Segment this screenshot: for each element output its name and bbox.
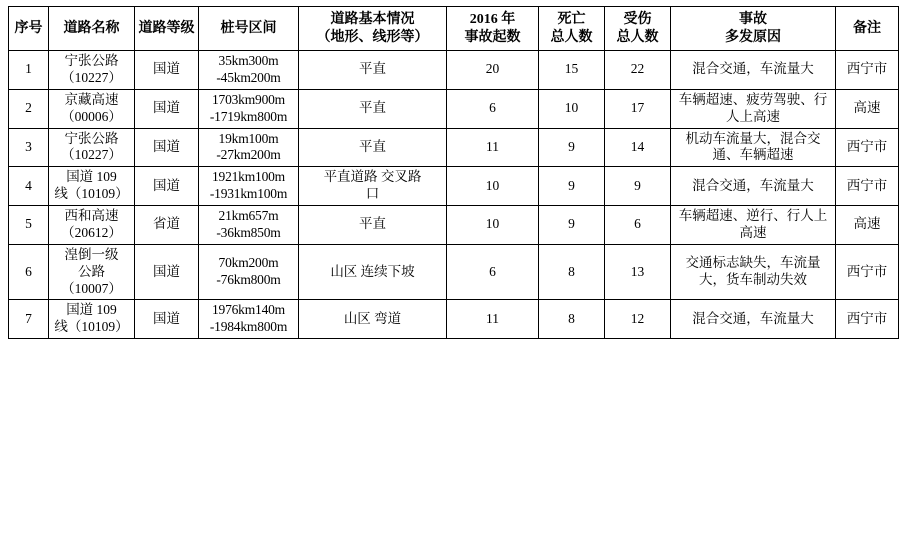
table-row: [9, 206, 899, 245]
cell-seq: 2: [9, 89, 49, 128]
cell-remark: 西宁市: [836, 244, 899, 300]
cell-seq: 3: [9, 128, 49, 167]
cell-remark: 西宁市: [836, 51, 899, 90]
accident-blackspot-table: [8, 6, 899, 339]
cell-deaths: 9: [539, 128, 605, 167]
cell-line: 京藏高速: [64, 91, 119, 107]
cell-line: （00006）: [61, 108, 122, 124]
cell-road-class: 国道: [135, 300, 199, 339]
cell-deaths: 9: [539, 206, 605, 245]
cell-line: 线（10109）: [54, 186, 129, 202]
cell-line: 通、车辆超速: [712, 147, 794, 163]
cell-line: 平直: [359, 216, 386, 232]
cell-road-condition: [299, 128, 447, 167]
cell-road-class: 国道: [135, 244, 199, 300]
cell-causes: [671, 206, 836, 245]
cell-causes: [671, 89, 836, 128]
cell-line: 1703km900m: [211, 91, 285, 107]
column-header-injuries: [605, 7, 671, 51]
cell-road-condition: [299, 167, 447, 206]
cell-line: 平直: [359, 100, 386, 116]
cell-line: 国道 109: [66, 169, 117, 185]
cell-deaths: 8: [539, 300, 605, 339]
table-row: [9, 51, 899, 90]
cell-road-name: [49, 128, 135, 167]
cell-remark: 高速: [836, 206, 899, 245]
header-line: 桩号区间: [220, 20, 277, 36]
cell-line: （20612）: [61, 224, 122, 240]
column-header-road-condition: [299, 7, 447, 51]
cell-line: -36km850m: [216, 224, 281, 240]
cell-line: 口: [365, 186, 380, 202]
cell-injuries: 14: [605, 128, 671, 167]
cell-road-class: 国道: [135, 51, 199, 90]
column-header-accidents-2016: [447, 7, 539, 51]
table-row: [9, 89, 899, 128]
cell-deaths: 15: [539, 51, 605, 90]
cell-line: -27km200m: [216, 147, 281, 163]
cell-line: 车辆超速、逆行、行人上: [678, 208, 828, 223]
cell-stake-range: [199, 128, 299, 167]
column-header-road-class: [135, 7, 199, 51]
cell-remark: 西宁市: [836, 300, 899, 339]
cell-seq: 5: [9, 206, 49, 245]
cell-deaths: 10: [539, 89, 605, 128]
cell-road-name: [49, 300, 135, 339]
cell-line: -1984km800m: [209, 319, 288, 335]
cell-road-name: [49, 206, 135, 245]
cell-road-name: [49, 167, 135, 206]
cell-injuries: 22: [605, 51, 671, 90]
cell-line: 山区 连续下坡: [330, 263, 415, 279]
cell-line: 国道 109: [66, 302, 117, 318]
cell-injuries: 17: [605, 89, 671, 128]
cell-line: 混合交通，车流量大: [692, 61, 814, 77]
cell-line: 西和高速: [64, 208, 119, 223]
cell-road-condition: [299, 300, 447, 339]
cell-road-class: 国道: [135, 167, 199, 206]
table-body: [9, 51, 899, 339]
cell-causes: [671, 167, 836, 206]
cell-injuries: 13: [605, 244, 671, 300]
cell-road-condition: [299, 244, 447, 300]
document-page: [0, 6, 906, 554]
header-line: 序号: [14, 20, 43, 36]
cell-line: 21km657m: [218, 208, 279, 223]
cell-road-class: 国道: [135, 128, 199, 167]
cell-line: 宁张公路: [64, 53, 119, 68]
cell-line: 高速: [739, 224, 767, 240]
cell-line: 平直: [359, 138, 386, 154]
cell-line: 大，货车制动失效: [699, 272, 807, 288]
cell-accidents-2016: 10: [447, 206, 539, 245]
header-line: 死亡: [557, 12, 586, 27]
header-line: 总人数: [550, 29, 593, 45]
cell-line: 车辆超速、疲劳驾驶、行: [678, 91, 828, 107]
header-line: 道路基本情况: [330, 12, 415, 27]
cell-accidents-2016: 20: [447, 51, 539, 90]
table-row: [9, 167, 899, 206]
cell-line: -76km800m: [216, 272, 281, 288]
cell-stake-range: [199, 89, 299, 128]
cell-remark: 高速: [836, 89, 899, 128]
cell-stake-range: [199, 206, 299, 245]
cell-line: 山区 弯道: [343, 310, 402, 326]
header-line: 道路名称: [63, 20, 120, 36]
table-row: [9, 244, 899, 300]
column-header-remark: [836, 7, 899, 51]
cell-line: （10227）: [61, 147, 122, 163]
cell-line: 公路: [78, 263, 105, 279]
cell-line: 70km200m: [218, 255, 279, 271]
cell-line: 1921km100m: [211, 169, 285, 185]
cell-line: -1931km100m: [209, 186, 288, 202]
column-header-seq: [9, 7, 49, 51]
header-line: 受伤: [623, 12, 652, 27]
table-header-row: [9, 7, 899, 51]
header-line: 事故起数: [464, 29, 521, 45]
cell-line: 人上高速: [726, 108, 780, 124]
table-row: [9, 128, 899, 167]
cell-line: 混合交通，车流量大: [692, 310, 814, 326]
cell-accidents-2016: 6: [447, 244, 539, 300]
column-header-causes: [671, 7, 836, 51]
cell-line: 混合交通，车流量大: [692, 177, 814, 193]
cell-line: 1976km140m: [211, 302, 285, 318]
column-header-stake-range: [199, 7, 299, 51]
cell-causes: [671, 51, 836, 90]
cell-line: 线（10109）: [54, 319, 129, 335]
cell-road-condition: [299, 206, 447, 245]
column-header-deaths: [539, 7, 605, 51]
cell-road-class: 国道: [135, 89, 199, 128]
cell-stake-range: [199, 167, 299, 206]
cell-injuries: 12: [605, 300, 671, 339]
cell-road-condition: [299, 89, 447, 128]
cell-line: 交通标志缺失，车流量: [685, 255, 821, 271]
cell-remark: 西宁市: [836, 167, 899, 206]
cell-line: 机动车流量大，混合交: [685, 130, 821, 146]
cell-deaths: 8: [539, 244, 605, 300]
cell-accidents-2016: 10: [447, 167, 539, 206]
cell-stake-range: [199, 51, 299, 90]
cell-road-name: [49, 244, 135, 300]
cell-line: （10007）: [61, 280, 122, 296]
cell-seq: 7: [9, 300, 49, 339]
header-line: （地形、线形等）: [316, 29, 429, 45]
table-row: [9, 300, 899, 339]
cell-accidents-2016: 11: [447, 128, 539, 167]
cell-line: 平直: [359, 61, 386, 77]
cell-stake-range: [199, 300, 299, 339]
cell-line: （10227）: [61, 69, 122, 85]
cell-stake-range: [199, 244, 299, 300]
cell-line: 宁张公路: [64, 130, 119, 146]
cell-line: -45km200m: [216, 69, 281, 85]
column-header-road-name: [49, 7, 135, 51]
header-line: 2016 年: [469, 12, 516, 27]
cell-seq: 6: [9, 244, 49, 300]
cell-line: 湟倒一级: [64, 246, 119, 262]
cell-accidents-2016: 11: [447, 300, 539, 339]
cell-causes: [671, 300, 836, 339]
header-line: 道路等级: [138, 20, 195, 36]
cell-line: 19km100m: [218, 130, 279, 146]
cell-remark: 西宁市: [836, 128, 899, 167]
cell-road-class: 省道: [135, 206, 199, 245]
cell-road-name: [49, 51, 135, 90]
header-line: 多发原因: [725, 29, 781, 45]
cell-line: 平直道路 交叉路: [323, 169, 422, 185]
cell-line: -1719km800m: [209, 108, 288, 124]
cell-road-condition: [299, 51, 447, 90]
cell-causes: [671, 128, 836, 167]
cell-causes: [671, 244, 836, 300]
cell-injuries: 6: [605, 206, 671, 245]
cell-line: 35km300m: [218, 53, 279, 68]
cell-accidents-2016: 6: [447, 89, 539, 128]
cell-road-name: [49, 89, 135, 128]
cell-seq: 1: [9, 51, 49, 90]
cell-deaths: 9: [539, 167, 605, 206]
header-line: 备注: [853, 20, 881, 36]
cell-seq: 4: [9, 167, 49, 206]
header-line: 事故: [739, 12, 767, 27]
cell-injuries: 9: [605, 167, 671, 206]
header-line: 总人数: [616, 29, 659, 45]
